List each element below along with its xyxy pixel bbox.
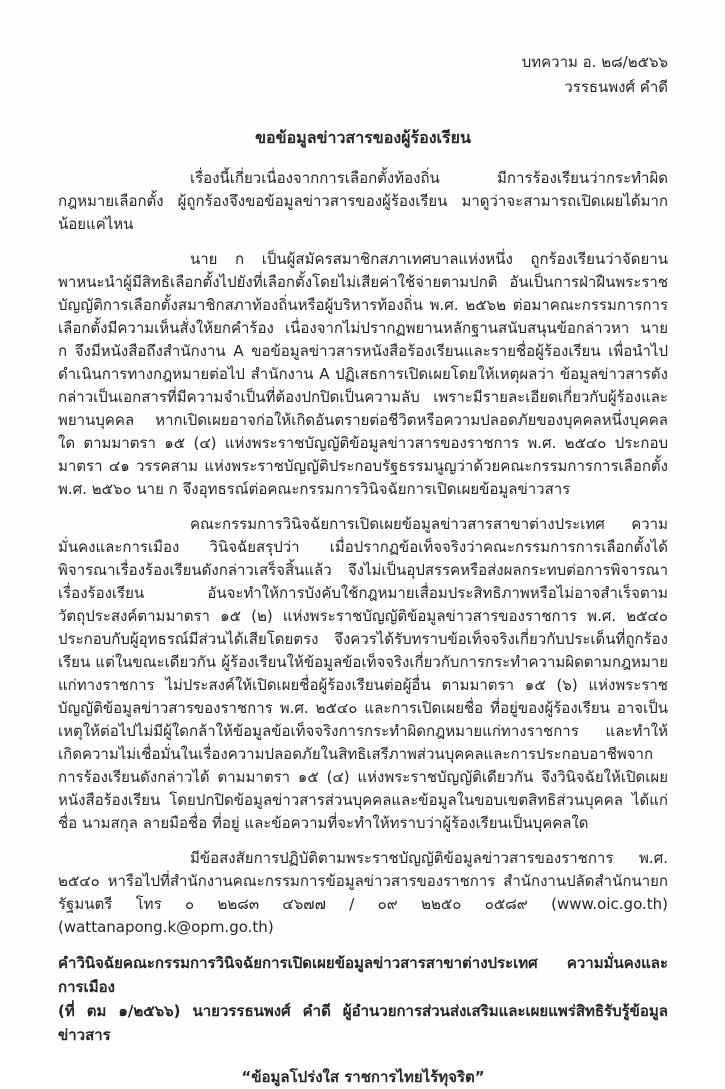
paragraph-intro: เรื่องนี้เกี่ยวเนื่องจากการเลือกตั้งท้องถิ่น มีการร้องเรียนว่ากระทำผิดกฎหมายเลือกตั้ง ผู้ถูกร้องจึงขอข้อมูลข่าวสารของผู้ร้องเรียน มาดูว่าจะสามารถเปิดเผยได้มากน้อยแค่ไหน xyxy=(58,169,668,233)
author-name: วรรธนพงศ์ คำดี xyxy=(564,78,668,96)
paragraph-contact-info: มีข้อสงสัยการปฏิบัติตามพระราชบัญญัติข้อมูลข่าวสารของราชการ พ.ศ. ๒๕๔๐ หารือไปที่สำนักงานคณะกรรมการข้อมูลข่าวสารของราชการ สำนักงานปลัดสำนักนายกรัฐมนตรี โทร ๐ ๒๒๘๓ ๔๖๗๗ / ๐๙ ๒๒๕๐ ๐๕๘๙ (www.oic.go.th) (wattanapong.k@opm.go.th) xyxy=(58,849,668,936)
article-number: บทความ อ. ๒๘/๒๕๖๖ xyxy=(521,53,668,71)
document-header xyxy=(58,50,668,100)
ruling-reference-line1: คำวินิจฉัยคณะกรรมการวินิจฉัยการเปิดเผยข้อมูลข่าวสารสาขาต่างประเทศ ความมั่นคงและการเมือง xyxy=(58,954,668,996)
page-title: ขอข้อมูลข่าวสารของผู้ร้องเรียน xyxy=(255,128,471,147)
paragraph-case-facts: นาย ก เป็นผู้สมัครสมาชิกสภาเทศบาลแห่งหนึ่ง ถูกร้องเรียนว่าจัดยานพาหนะนำผู้มีสิทธิเลือกตั้งไปยังที่เลือกตั้งโดยไม่เสียค่าใช้จ่ายตามปกติ อันเป็นการฝ่าฝืนพระราชบัญญัติการเลือกตั้งสมาชิกสภาท้องถิ่นหรือผู้บริหารท้องถิ่น พ.ศ. ๒๕๖๒ ต่อมาคณะกรรมการการเลือกตั้งมีความเห็นสั่งให้ยกคำร้อง เนื่องจากไม่ปรากฏพยานหลักฐานสนับสนุนข้อกล่าวหา นาย ก จึงมีหนังสือถึงสำนักงาน A ขอข้อมูลข่าวสารหนังสือร้องเรียนและรายชื่อผู้ร้องเรียน เพื่อนำไปดำเนินการทางกฎหมายต่อไป สำนักงาน A ปฏิเสธการเปิดเผยโดยให้เหตุผลว่า ข้อมูลข่าวสารดังกล่าวเป็นเอกสารที่มีความจำเป็นที่ต้องปกปิดเป็นความลับ เพราะมีรายละเอียดเกี่ยวกับผู้ร้องและพยานบุคคล หากเปิดเผยอาจก่อให้เกิดอันตรายต่อชีวิตหรือความปลอดภัยของบุคคลหนึ่งบุคคลใด ตามมาตรา ๑๕ (๔) แห่งพระราชบัญญัติข้อมูลข่าวสารของราชการ พ.ศ. ๒๕๔๐ ประกอบมาตรา ๔๑ วรรคสาม แห่งพระราชบัญญัติประกอบรัฐธรรมนูญว่าด้วยคณะกรรมการการเลือกตั้ง พ.ศ. ๒๕๖๐ นาย ก จึงอุทธรณ์ต่อคณะกรรมการวินิจฉัยการเปิดเผยข้อมูลข่าวสาร xyxy=(58,250,668,498)
ruling-reference xyxy=(58,951,668,1047)
slogan: “ข้อมูลโปร่งใส ราชการไทยไร้ทุจริต” xyxy=(241,1068,485,1086)
paragraph-committee-ruling: คณะกรรมการวินิจฉัยการเปิดเผยข้อมูลข่าวสารสาขาต่างประเทศ ความมั่นคงและการเมือง วินิจฉัยสรุปว่า เมื่อปรากฏข้อเท็จจริงว่าคณะกรรมการการเลือกตั้งได้พิจารณาเรื่องร้องเรียนดังกล่าวเสร็จสิ้นแล้ว จึงไม่เป็นอุปสรรคหรือส่งผลกระทบต่อการพิจารณาเรื่องร้องเรียน อันจะทำให้การบังคับใช้กฎหมายเสื่อมประสิทธิภาพหรือไม่อาจสำเร็จตามวัตถุประสงค์ตามมาตรา ๑๕ (๒) แห่งพระราชบัญญัติข้อมูลข่าวสารของราชการ พ.ศ. ๒๕๔๐ ประกอบกับผู้อุทธรณ์มีส่วนได้เสียโดยตรง จึงควรได้รับทราบข้อเท็จจริงเกี่ยวกับประเด็นที่ถูกร้องเรียน แต่ในขณะเดียวกัน ผู้ร้องเรียนให้ข้อมูลข้อเท็จจริงเกี่ยวกับการกระทำความผิดตามกฎหมายแก่ทางราชการ ไม่ประสงค์ให้เปิดเผยชื่อผู้ร้องเรียนต่อผู้อื่น ตามมาตรา ๑๕ (๖) แห่งพระราชบัญญัติข้อมูลข่าวสารของราชการ พ.ศ. ๒๕๔๐ และการเปิดเผยชื่อ ที่อยู่ของผู้ร้องเรียน อาจเป็นเหตุให้ต่อไปไม่มีผู้ใดกล้าให้ข้อมูลข้อเท็จจริงการกระทำผิดกฎหมายแก่ทางราชการ และทำให้เกิดความไม่เชื่อมั่นในเรื่องความปลอดภัยในสิทธิเสรีภาพส่วนบุคคลและการประกอบอาชีพจากการร้องเรียนดังกล่าวได้ ตามมาตรา ๑๕ (๔) แห่งพระราชบัญญัติเดียวกัน จึงวินิจฉัยให้เปิดเผยหนังสือร้องเรียน โดยปกปิดข้อมูลข่าวสารส่วนบุคคลและข้อมูลในขอบเขตสิทธิส่วนบุคคล ได้แก่ ชื่อ นามสกุล ลายมือชื่อ ที่อยู่ และข้อความที่จะทำให้ทราบว่าผู้ร้องเรียนเป็นบุคคลใด xyxy=(58,515,668,832)
ruling-reference-line2: (ที่ ตม ๑/๒๕๖๖) นายวรรธนพงศ์ คำดี ผู้อำนวยการส่วนส่งเสริมและเผยแพร่สิทธิรับรู้ข้อมูลข่าวสาร xyxy=(58,1002,668,1044)
